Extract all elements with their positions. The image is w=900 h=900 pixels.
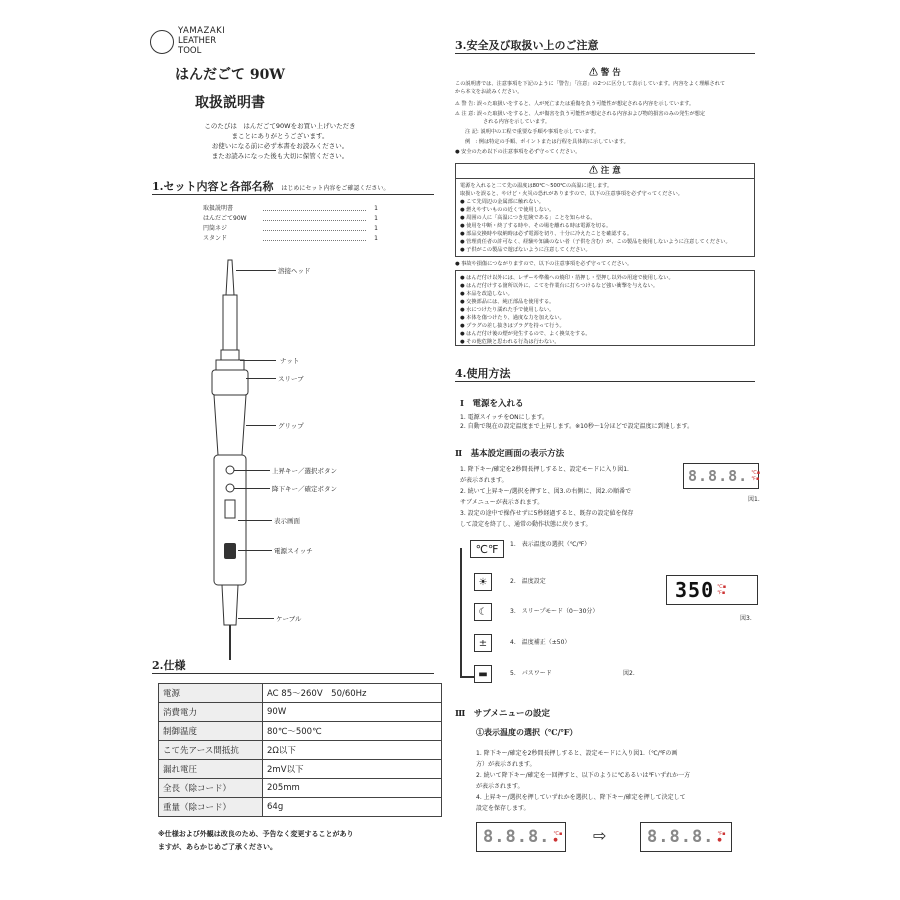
lcd-display-fig3: 350 ℃▪ ℉▪ xyxy=(666,575,758,605)
list-item: ● 部品交換時や収納時は必ず電源を切り、十分に冷えたことを確認する。 xyxy=(460,231,633,237)
list-item: ● その他危険と思われる行為は行わない。 xyxy=(460,339,560,345)
list-item: はんだごて90W 1 xyxy=(203,215,378,222)
lcd-display-fig1: 8.8.8. ℃▪ ℉▪ xyxy=(683,463,759,489)
lcd-status-icon: ℉▪ ● xyxy=(717,831,726,843)
page-title: はんだごて 90W xyxy=(174,67,286,83)
part-label: 溶接ヘッド xyxy=(278,267,311,275)
warning-icon: ⚠ xyxy=(589,68,598,78)
caution-icon: ⚠ xyxy=(589,166,598,176)
table-row: 全長（除コード） 205mm xyxy=(159,779,442,798)
section-3-heading: 3.安全及び取扱い上のご注意 xyxy=(455,37,755,54)
list-item: ⚠ 警 告: 誤った取扱いをすると、人が死亡または重傷を負う可能性が想定される内容を示しています。 xyxy=(455,101,695,107)
menu-item: 1. 表示温度の選択（℃/℉） xyxy=(510,541,591,548)
part-label: ナット xyxy=(280,357,300,365)
list-item: ● 周囲の人に「高温につき危険である」ことを知らせる。 xyxy=(460,215,596,221)
list-item: ● はんだ付け以外には、レザーや準備への燒印・箔押し・型押し以外の用途で使用しない。 xyxy=(460,275,674,281)
logo-mark-icon xyxy=(150,30,174,54)
list-item: ● はんだ付け後の煙が発生するので、よく換気をする。 xyxy=(460,331,591,337)
list-item: 取扱説明書 1 xyxy=(203,205,378,212)
table-row: 重量（除コード） 64g xyxy=(159,798,442,817)
lcd-display-celsius: 8.8.8. ℃▪ ● xyxy=(476,822,566,852)
step-i-title: Ⅰ 電源を入れる xyxy=(460,399,524,409)
intro-line: このたびは はんだごて90Wをお買い上げいただき xyxy=(204,122,356,130)
sun-icon: ☀ xyxy=(474,573,492,591)
list-item: 注 記: 説明中の工程で重要な手順や事項を示しています。 xyxy=(465,129,600,135)
intro xyxy=(150,121,410,161)
step-ii-title: Ⅱ 基本設定画面の表示方法 xyxy=(455,449,565,459)
tip-icon xyxy=(226,260,234,295)
menu-item: 3. スリープモード（0～30分） xyxy=(510,608,599,615)
menu-item: 5. パスワード xyxy=(510,670,552,677)
lcd-display-fahrenheit: 8.8.8. ℉▪ ● xyxy=(640,822,732,852)
list-item: ● はんだ付けする箇所以外に、こてを作業台に打ちつけるなど強い衝撃を与えない。 xyxy=(460,283,659,289)
accident-box xyxy=(455,270,755,346)
display-icon xyxy=(225,500,235,518)
list-item: 例 : 例は特定の手順、ポイントまたは行程を具体的に示しています。 xyxy=(465,139,629,145)
list-item: ● 交換部品には、純正部品を使用する。 xyxy=(460,299,555,305)
list-item: スタンド 1 xyxy=(203,235,378,242)
caution-box: ⚠ 注 意 電源を入れると二て先の温度は80℃～500℃の高温に達します。 取扱いを誤ると、やけど・火災の恐れがありますので、以下の注意事項を必ず守ってください。 ● こて先周辺の金属部に触れない。 ● 燃えやすいものの近くで使用しない。 ● 周囲の人に「高温につき危険である」ことを知らせる。 ● 使用を中断・終了する時や、その場を離れる時は電源を切る。 ● 部品交換時や収納時は必ず電源を切り、十分に冷えたことを確認する。 ● 管理責任者の許可なく、経験や知識のない者（子供を含む）が、この製品を使用しないように注意してください。 ● 子供がこの製品で遊ばないように注意してください。 xyxy=(455,163,755,257)
step-i-text: 1. 電源スイッチをONにします。 2. 自動で現在の設定温度まで上昇します。※10秒～1分ほどで設定温度に到達します。 xyxy=(460,414,694,430)
arrow-icon: ⇨ xyxy=(593,826,607,845)
list-item: ⚠ 注 意: 誤った取扱いをすると、人が傷害を負う可能性が想定される内容および物的損害のみの発生が想定 xyxy=(455,111,706,117)
part-label: 上昇キー／選択ボタン xyxy=(272,467,337,475)
logo xyxy=(150,26,260,66)
section-2-heading: 2.仕様 xyxy=(152,657,434,674)
menu-item: 4. 温度補正（±50） xyxy=(510,639,571,646)
warning-intro: この説明書では、注意事項を下記のように「警告」「注意」の2つに区分して表示しています。内容をよく理解されて から本文をお読みください。 xyxy=(455,81,726,95)
part-label: ケーブル xyxy=(276,615,302,623)
moon-icon: ☾ xyxy=(474,603,492,621)
plus-minus-icon: ± xyxy=(474,634,492,652)
section-4-heading: 4.使用方法 xyxy=(455,365,755,382)
intro-line: またお読みになった後も大切に保管ください。 xyxy=(211,152,349,160)
section-1-title: 1.セット内容と各部名称 xyxy=(152,180,274,193)
safety-note: ● 安全のため以下の注意事項を必ず守ってください。 xyxy=(455,149,581,155)
part-label: 降下キー／確定ボタン xyxy=(272,485,337,493)
figure-label: 図2. xyxy=(623,670,635,677)
intro-line: まことにありがとうございます。 xyxy=(231,132,329,140)
up-button-icon xyxy=(226,466,234,474)
part-label: スリーブ xyxy=(278,375,304,383)
temp-unit-icon: ℃℉ xyxy=(470,540,504,558)
logo-line2: LEATHER xyxy=(178,36,217,46)
table-row: こて先アース間抵抗 2Ω以下 xyxy=(159,741,442,760)
logo-line3: TOOL xyxy=(178,46,202,56)
intro-line: お使いになる前に必ず本書をお読みください。 xyxy=(211,142,349,150)
lcd-status-icon: ℃▪ ℉▪ xyxy=(717,584,727,596)
step-iii-subtitle: ①表示温度の選択（℃/℉） xyxy=(476,727,578,737)
down-button-icon xyxy=(226,484,234,492)
table-row: 漏れ電圧 2mV以下 xyxy=(159,760,442,779)
section-1-note: はじめにセット内容をご確認ください。 xyxy=(281,185,390,192)
lcd-status-icon: ℃▪ ℉▪ xyxy=(751,470,761,482)
list-item: ● 水につけたり濡れた手で使用しない。 xyxy=(460,307,555,313)
step-iii-text: 1. 降下キー/確定を2秒間長押しすると、設定モードに入り図1.（℃/℉の画 方）が表示されます。 2. 続いて降下キー/確定を一回押すと、以下のように℃あるいは℉いずれか一方 が表示されます。 4. 上昇キー/選択を押していずれかを選択し、降下キー/確定を押して決定して 設定を保存します。 xyxy=(476,750,691,812)
list-item: ● 子供がこの製品で遊ばないように注意してください。 xyxy=(460,247,591,253)
figure-label: 図1. xyxy=(748,496,760,503)
password-icon: ▬ xyxy=(474,665,492,683)
lcd-status-icon: ℃▪ ● xyxy=(553,831,563,843)
list-item: ● 本品を改造しない。 xyxy=(460,291,513,297)
section-1-heading xyxy=(152,178,434,195)
soldering-iron-illustration xyxy=(190,255,270,660)
part-label: 電源スイッチ xyxy=(274,547,313,555)
power-switch-icon xyxy=(224,543,236,559)
accident-note: ● 事故や損傷につながりますので、以下の注意事項を必ず守ってください。 xyxy=(455,261,633,267)
page-subtitle: 取扱説明書 xyxy=(195,95,265,111)
part-label: 表示画面 xyxy=(274,517,300,525)
spec-table xyxy=(158,683,442,817)
list-item: ● こて先周辺の金属部に触れない。 xyxy=(460,199,544,205)
table-row: 消費電力 90W xyxy=(159,703,442,722)
warning-title: ⚠ 警 告 xyxy=(589,68,621,78)
list-item: 円筒ネジ 1 xyxy=(203,225,378,232)
step-ii-text: 1. 降下キー/確定を2秒間長押しすると、設定モードに入り図1. が表示されます。 2. 続いて上昇キー/選択を押すと、図3.の右側に、図2.の順番で サブメニューが表示されます。 3. 設定の途中で操作せずに5秒経過すると、既存の設定値を保存 して設定を終了し、通常の動作状態に戻ります。 xyxy=(460,466,634,528)
list-item: ● 本体を傷つけたり、過度な力を加えない。 xyxy=(460,315,565,321)
part-label: グリップ xyxy=(278,422,304,430)
table-row: 電源 AC 85～260V 50/60Hz xyxy=(159,684,442,703)
caution-title: ⚠ 注 意 xyxy=(456,164,754,179)
list-item: ● 燃えやすいものの近くで使用しない。 xyxy=(460,207,555,213)
list-item: ● 管理責任者の許可なく、経験や知識のない者（子供を含む）が、この製品を使用しないように注意してください。 xyxy=(460,239,731,245)
list-item: ● 使用を中断・終了する時や、その場を離れる時は電源を切る。 xyxy=(460,223,612,229)
step-iii-title: Ⅲ サブメニューの設定 xyxy=(455,709,551,719)
table-row: 制御温度 80℃～500℃ xyxy=(159,722,442,741)
legend-list: ⚠ 警 告: 誤った取扱いをすると、人が死亡または重傷を負う可能性が想定される内容を示しています。 ⚠ 注 意: 誤った取扱いをすると、人が傷害を負う可能性が想定される内容および物的損害のみの発生が想定 される内容を示しています。 注 記: 説明中の工程で重要な手順や事項を示しています。 例 : 例は特定の手順、ポイントまたは行程を具体的に示しています。 ● 安全のため以下の注意事項を必ず守ってください。 xyxy=(455,100,755,156)
figure-label: 図3. xyxy=(740,615,752,622)
list-item: ● プラグの差し抜きはプラグを持って行う。 xyxy=(460,323,565,329)
menu-item: 2. 温度設定 xyxy=(510,578,546,585)
menu-flow-line xyxy=(460,548,462,676)
contents-list xyxy=(203,204,378,244)
logo-line1: YAMAZAKI xyxy=(178,26,226,36)
spec-footnote: ※仕様および外観は改良のため、予告なく変更することがあり ますが、あらかじめご了承ください。 xyxy=(158,830,354,851)
